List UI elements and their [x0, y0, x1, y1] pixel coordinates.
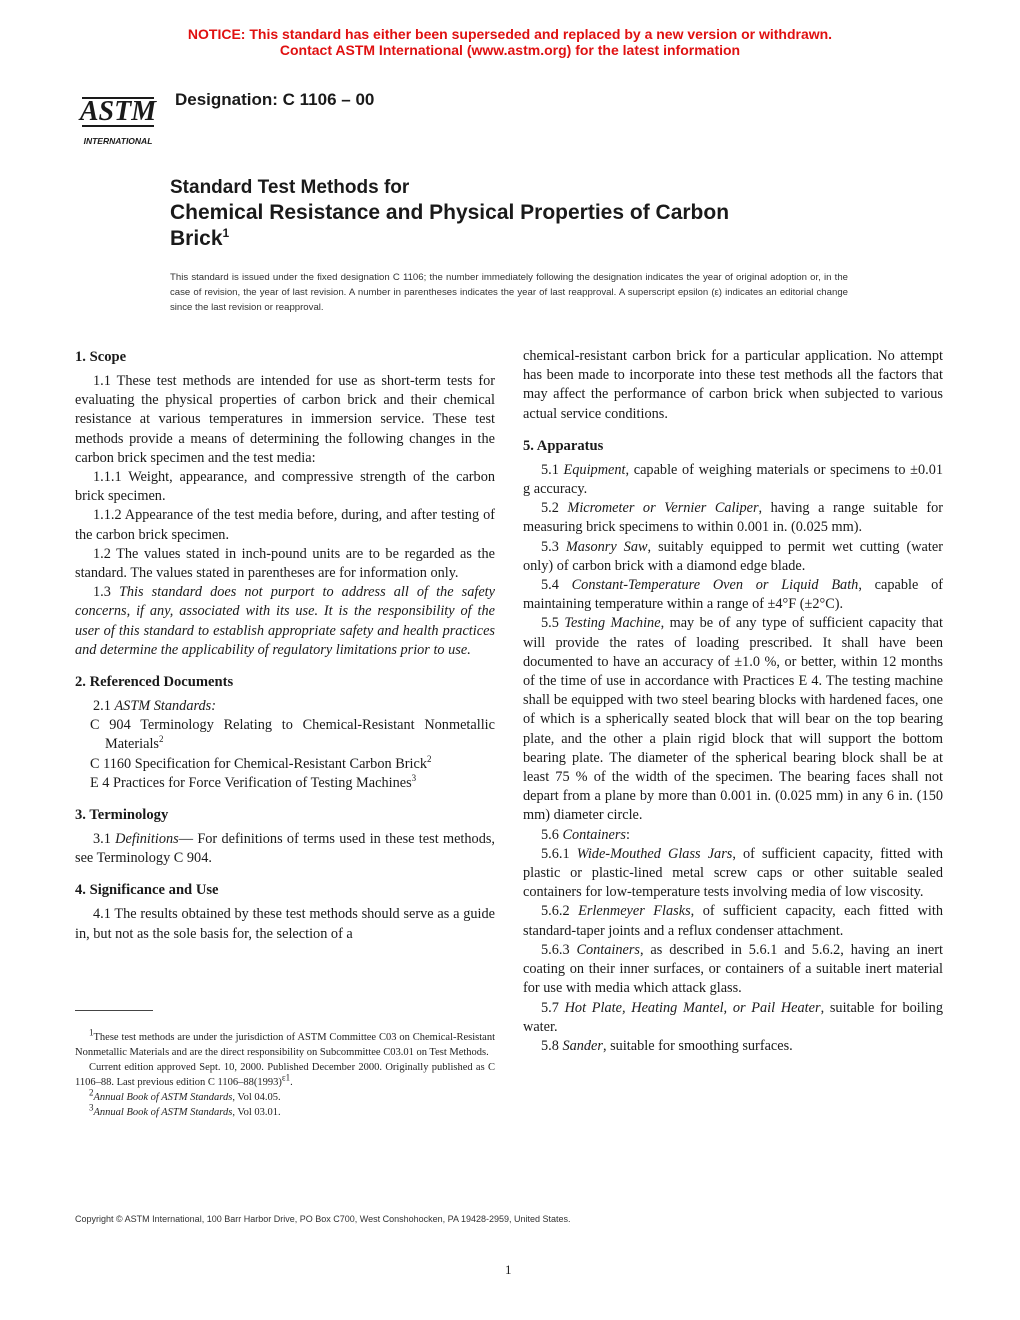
footnote-2-mark: 2 [89, 1087, 94, 1098]
footnote-divider [75, 1010, 153, 1011]
paragraph-5-8-term: Sander [562, 1037, 603, 1054]
paragraph-5-6-3-text: , as described in 5.6.1 and 5.6.2, having an inert coating on their inner surfaces, or containers of a suitable inert material for use with media which attack glass. [523, 941, 944, 997]
paragraph-5-6-2-num: 5.6.2 [541, 903, 579, 920]
footnotes [75, 1027, 495, 1120]
footnote-3-mark: 3 [89, 1102, 94, 1113]
footnote-2-italic: Annual Book of ASTM Standards [93, 1092, 233, 1103]
footnote-2 [75, 1087, 495, 1105]
paragraph-5-6-2-term: Erlenmeyer Flasks [578, 903, 691, 920]
paragraph-5-5-text: , may be of any type of sufficient capacity that will provide the rates of loading prescribed. It shall have been documented to have an accuracy of ±1.0 %, or better, within 12 months of the time of use in accordance with Practices E 4. The testing machine shall be equipped with two steel bearing blocks with hardened faces, one of which is a spherically seated block that will bear on the top bearing plate, and the other a plain rigid block that will support the bottom bearing plate. The diameter of the spherical bearing block shall be at least 75 % of the width of the specimen. The bearing faces shall not depart from a plane by more than 0.001 in. (0.025 mm) in any 6 in. (150 mm) diameter circle. [523, 615, 943, 824]
footnote-2-rest: , Vol 04.05. [232, 1092, 281, 1103]
reference-e4-footnote: 3 [411, 773, 417, 784]
title-line-2: Chemical Resistance and Physical Properties of Carbon [170, 201, 730, 224]
paragraph-3-1 [75, 830, 495, 868]
footnote-1-text: These test methods are under the jurisdiction of ASTM Committee C03 on Chemical-Resistant Nonmetallic Materials and are the direct responsibility on Subcommittee C03.01 on Test Methods. [75, 1032, 495, 1058]
paragraph-5-8-num: 5.8 [541, 1037, 563, 1054]
paragraph-5-8 [523, 1037, 943, 1056]
section-heading-scope: 1. Scope [75, 349, 127, 365]
reference-c904 [75, 716, 495, 754]
paragraph-5-1 [523, 461, 943, 499]
footnote-1-mark: 1 [89, 1027, 94, 1038]
paragraph-1-1-1: 1.1.1 Weight, appearance, and compressive strength of the carbon brick specimen. [75, 469, 495, 505]
paragraph-5-4-num: 5.4 [541, 577, 572, 594]
paragraph-4-1: 4.1 The results obtained by these test methods should serve as a guide in, but not as the sole basis for, the selection of a [75, 906, 495, 942]
paragraph-5-3 [523, 538, 943, 576]
paragraph-3-1-term: Definitions [115, 831, 179, 848]
paragraph-1-2: 1.2 The values stated in inch-pound units are to be regarded as the standard. The values stated in parentheses are for information only. [75, 545, 495, 582]
paragraph-5-6-3 [523, 941, 943, 999]
astm-logo [76, 76, 160, 148]
paragraph-5-6-2-text: , of sufficient capacity, each fitted with standard-taper joints and a reflux condenser attachment. [523, 903, 943, 939]
paragraph-5-2 [523, 499, 943, 537]
footnote-3-italic: Annual Book of ASTM Standards [93, 1107, 233, 1118]
paragraph-5-7-text: , suitable for boiling water. [523, 999, 943, 1035]
issue-note: This standard is issued under the fixed designation C 1106; the number immediately following the designation indicates the year of original adoption or, in the case of revision, the year of last revision. A number in parentheses indicates the year of last reapproval. A superscript epsilon (ε) indicates an editorial change since the last revision or reapproval. [170, 272, 848, 313]
footnote-1-edition [75, 1060, 495, 1090]
reference-c904-text: C 904 Terminology Relating to Chemical-Resistant Nonmetallic Materials [90, 717, 495, 753]
section-heading-significance: 4. Significance and Use [75, 882, 219, 899]
paragraph-5-5-term: Testing Machine [564, 615, 661, 632]
paragraph-5-6-1-text: , of sufficient capacity, fitted with plastic or plastic-lined metal screw caps or other suitable sealed containers for low-temperature tests involving media of low viscosity. [523, 845, 943, 901]
paragraph-1-3 [75, 583, 495, 660]
notice-line-2: Contact ASTM International (www.astm.org) for the latest information [279, 42, 741, 58]
paragraph-5-6-1-term: Wide-Mouthed Glass Jars [576, 845, 733, 862]
paragraph-5-6-num: 5.6 [541, 826, 563, 843]
paragraph-5-7-num: 5.7 [541, 999, 565, 1016]
paragraph-5-3-term: Masonry Saw [565, 538, 648, 555]
copyright-line: Copyright © ASTM International, 100 Barr Harbor Drive, PO Box C700, West Conshohocken, PA 19428-2959, United States. [75, 1214, 571, 1224]
paragraph-1-3-num: 1.3 [93, 584, 119, 601]
footnote-1 [75, 1027, 495, 1060]
paragraph-5-7 [523, 999, 943, 1037]
title-line-3 [170, 226, 870, 252]
astm-logo-subtitle: INTERNATIONAL [83, 136, 153, 146]
paragraph-5-2-text: , having a range suitable for measuring brick specimens to within 0.001 in. (0.025 mm). [523, 500, 944, 536]
footnote-1-edition-epsilon: ε1 [281, 1072, 291, 1083]
notice-line-1: NOTICE: This standard has either been superseded and replaced by a new version or withdrawn. [187, 26, 833, 42]
title-footnote-mark: 1 [222, 226, 230, 240]
paragraph-5-6-1-num: 5.6.1 [541, 845, 577, 862]
paragraph-5-6 [523, 826, 943, 845]
reference-c904-footnote: 2 [159, 734, 164, 745]
section-heading-apparatus: 5. Apparatus [523, 437, 604, 454]
paragraph-5-3-text: , suitably equipped to permit wet cutting (water only) of carbon brick with a diamond edge blade. [523, 538, 943, 574]
paragraph-5-3-num: 5.3 [541, 538, 566, 555]
reference-c1160-footnote: 2 [426, 753, 432, 764]
paragraph-5-4-term: Constant-Temperature Oven or Liquid Bath [571, 577, 859, 594]
reference-e4-text: E 4 Practices for Force Verification of Testing Machines [90, 774, 412, 791]
paragraph-2-1-num: 2.1 [93, 698, 115, 715]
paragraph-5-1-num: 5.1 [541, 461, 564, 478]
footnote-1-edition-text: Current edition approved Sept. 10, 2000. Published December 2000. Originally published as C 1106–88. Last previous edition C 1106–88(1993) [75, 1062, 495, 1088]
title-line-1: Standard Test Methods for [170, 177, 410, 198]
paragraph-5-5 [523, 614, 943, 825]
paragraph-3-1-num: 3.1 [93, 831, 116, 848]
paragraph-5-6-3-term: Containers [576, 941, 641, 958]
paragraph-5-1-text: , capable of weighing materials or specimens to ±0.01 g accuracy. [523, 461, 943, 498]
paragraph-5-2-num: 5.2 [541, 500, 568, 517]
footnote-3 [75, 1102, 495, 1120]
paragraph-1-1: 1.1 These test methods are intended for use as short-term tests for evaluating the physical properties of carbon brick and their chemical resistance at various temperatures in immersion service. These test methods provide a means of determining the following changes in the carbon brick specimen and the test media: [75, 373, 495, 466]
paragraph-5-4-text: , capable of maintaining temperature within a range of ±4°F (±2°C). [523, 577, 943, 613]
paragraph-3-1-text: — For definitions of terms used in these test methods, see Terminology C 904. [75, 831, 495, 867]
footnote-3-rest: , Vol 03.01. [232, 1107, 281, 1118]
footnote-1-edition-end: . [290, 1077, 293, 1088]
astm-logo-letters: ASTM [79, 96, 157, 127]
paragraph-5-1-term: Equipment [563, 461, 626, 478]
page-number: 1 [505, 1262, 512, 1277]
paragraph-5-2-term: Micrometer or Vernier Caliper [567, 500, 759, 517]
paragraph-5-6-2 [523, 902, 943, 940]
paragraph-5-5-num: 5.5 [541, 615, 565, 632]
paragraph-1-3-text: This standard does not purport to address all of the safety concerns, if any, associated with its use. It is the responsibility of the user of this standard to establish appropriate safety and health practices and determine the applicability of regulatory limitations prior to use. [75, 584, 495, 658]
section-heading-referenced: 2. Referenced Documents [75, 674, 234, 691]
paragraph-1-1-2: 1.1.2 Appearance of the test media before, during, and after testing of the carbon brick specimen. [75, 507, 495, 543]
reference-c1160-text: C 1160 Specification for Chemical-Resistant Carbon Brick [90, 755, 427, 772]
section-heading-terminology: 3. Terminology [75, 807, 169, 824]
title-line-3-text: Brick [170, 227, 223, 250]
paragraph-5-6-1 [523, 845, 943, 903]
paragraph-5-6-3-num: 5.6.3 [541, 941, 577, 958]
designation: Designation: C 1106 – 00 [175, 90, 375, 109]
withdrawal-notice [0, 26, 1020, 58]
paragraph-5-8-text: , suitable for smoothing surfaces. [602, 1037, 793, 1054]
paragraph-2-1-text: ASTM Standards: [114, 698, 216, 715]
reference-c1160 [75, 755, 495, 774]
document-title [170, 176, 870, 252]
paragraph-4-1-continued: chemical-resistant carbon brick for a particular application. No attempt has been made to incorporate into these test methods all the factors that may affect the performance of carbon brick when subjected to various actual service conditions. [523, 348, 943, 422]
paragraph-5-4 [523, 576, 943, 614]
reference-e4 [75, 774, 495, 793]
paragraph-5-7-term: Hot Plate, Heating Mantel, or Pail Heater [564, 999, 821, 1016]
left-column [75, 347, 495, 944]
right-column [523, 347, 943, 1056]
paragraph-5-6-text: : [626, 826, 630, 843]
paragraph-5-6-term: Containers [562, 826, 627, 843]
paragraph-2-1 [75, 697, 495, 716]
